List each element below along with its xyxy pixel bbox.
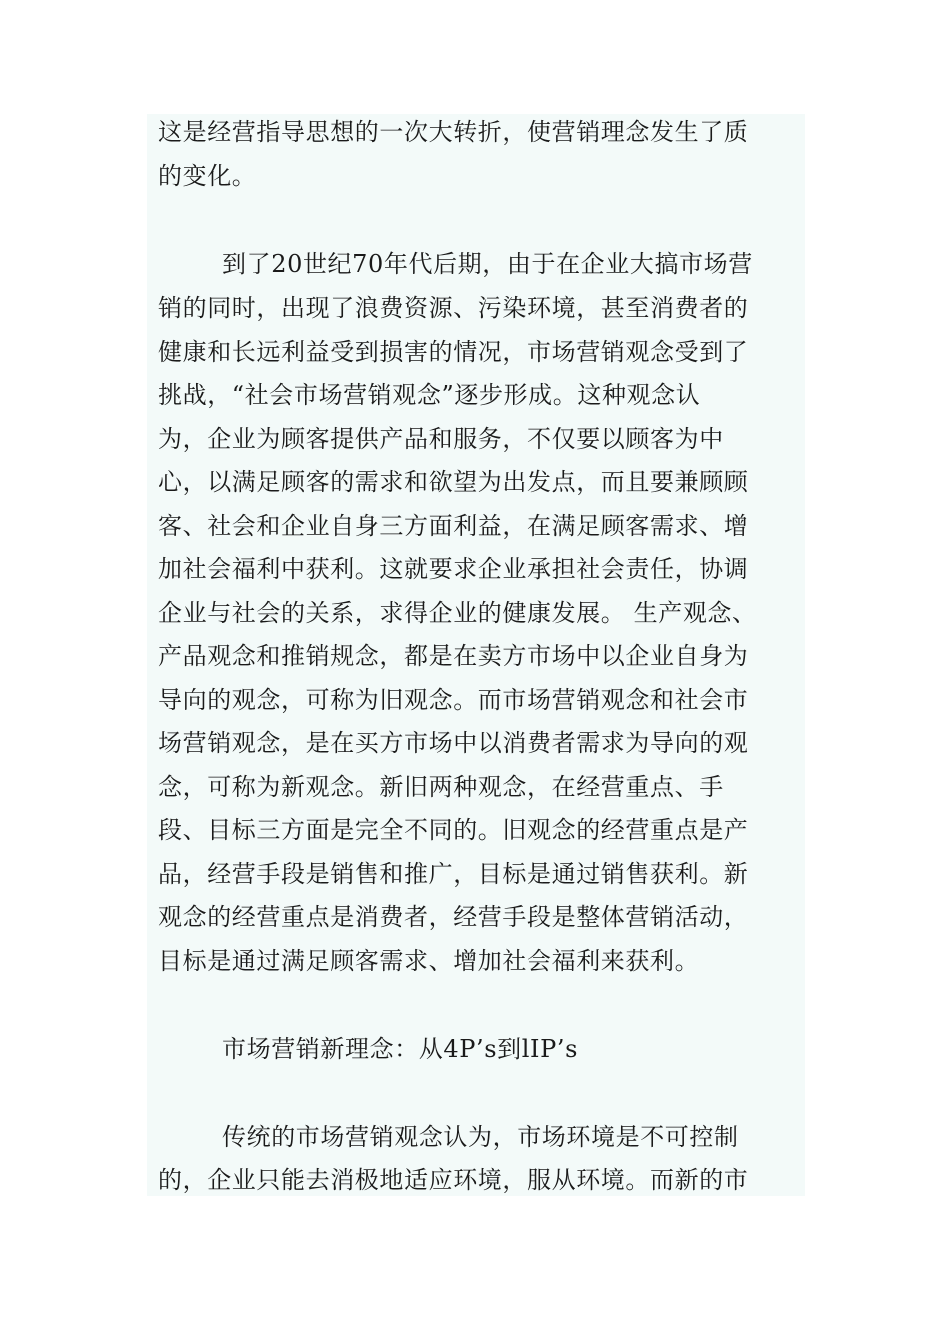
paragraph-2-line-15: 品，经营手段是销售和推广，目标是通过销售获利。新	[158, 860, 749, 888]
paragraph-2-line-2: 销的同时，出现了浪费资源、污染环境，甚至消费者的	[158, 294, 749, 322]
paragraph-1-line-2: 的变化。	[158, 162, 257, 190]
paragraph-2-line-10: 产品观念和推销规念，都是在卖方市场中以企业自身为	[158, 642, 749, 670]
paragraph-1-line-1: 这是经营指导思想的一次大转折，使营销理念发生了质	[158, 118, 749, 146]
paragraph-2-line-9: 企业与社会的关系，求得企业的健康发展。 生产观念、	[158, 599, 757, 627]
paragraph-2-line-3: 健康和长远利益受到损害的情况，市场营销观念受到了	[158, 338, 749, 366]
paragraph-2-line-11: 导向的观念，可称为旧观念。而市场营销观念和社会市	[158, 686, 749, 714]
paragraph-2-line-16: 观念的经营重点是消费者，经营手段是整体营销活动，	[158, 903, 749, 931]
paragraph-2-line-7: 客、社会和企业自身三方面利益，在满足顾客需求、增	[158, 512, 749, 540]
paragraph-2-line-6: 心，以满足顾客的需求和欲望为出发点，而且要兼顾顾	[158, 468, 749, 496]
paragraph-2-line-8: 加社会福利中获利。这就要求企业承担社会责任，协调	[158, 555, 749, 583]
paragraph-2-line-17: 目标是通过满足顾客需求、增加社会福利来获利。	[158, 947, 700, 975]
paragraph-2-line-4: 挑战，“社会市场营销观念”逐步形成。这种观念认	[158, 381, 701, 409]
paragraph-2-line-12: 场营销观念，是在买方市场中以消费者需求为导向的观	[158, 729, 749, 757]
paragraph-3-line-2: 的，企业只能去消极地适应环境，服从环境。而新的市	[158, 1166, 749, 1194]
paragraph-2-line-14: 段、目标三方面是完全不同的。旧观念的经营重点是产	[158, 816, 749, 844]
section-heading: 市场营销新理念：从4P’s到lIP’s	[222, 1035, 579, 1063]
paragraph-2-line-13: 念，可称为新观念。新旧两种观念，在经营重点、手	[158, 773, 724, 801]
paragraph-2-line-1: 到了20世纪70年代后期，由于在企业大搞市场营	[222, 250, 753, 278]
paragraph-2-line-5: 为，企业为顾客提供产品和服务，不仅要以顾客为中	[158, 425, 724, 453]
paragraph-3-line-1: 传统的市场营销观念认为，市场环境是不可控制	[222, 1123, 739, 1151]
